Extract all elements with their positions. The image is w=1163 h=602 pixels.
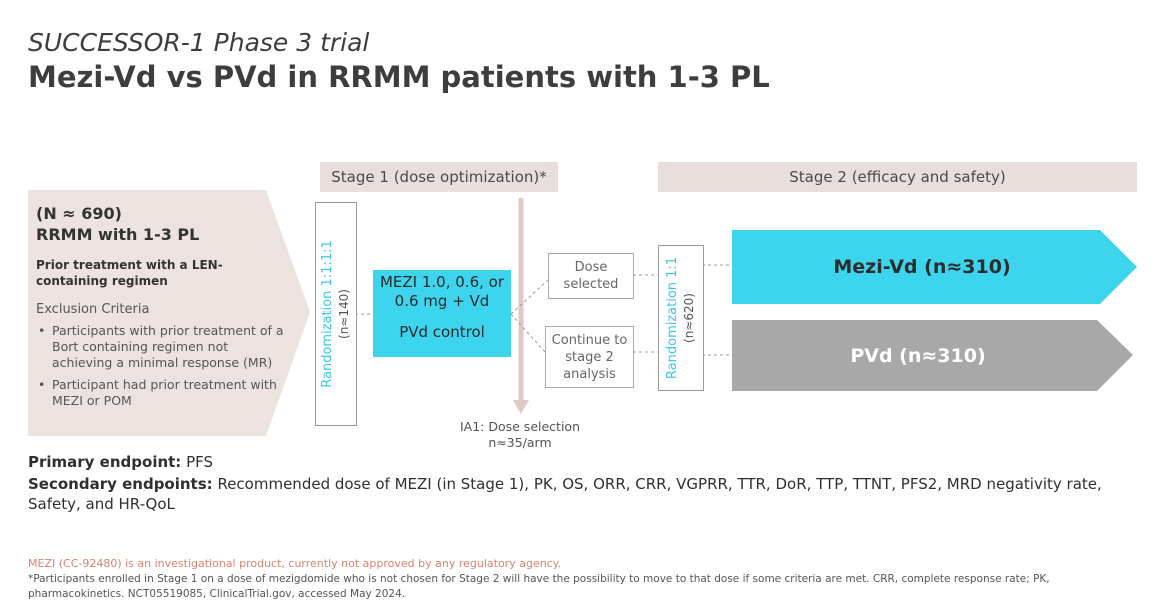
stage1-arms-box [373,270,511,357]
primary-endpoint [28,452,1138,472]
continue-stage2-box: Continue to stage 2 analysis [545,326,634,388]
stage1-header: Stage 1 (dose optimization)* [320,162,558,192]
endpoints-block [28,452,1138,514]
randomization-2-box [658,245,704,391]
secondary-endpoints-value: Recommended dose of MEZI (in Stage 1), PK, OS, ORR, CRR, VGPRR, TTR, DoR, TTP, TTNT, PFS2, MRD negativity rate, Safety, and HR-QoL [28,475,1102,513]
ia1-line-1: IA1: Dose selection [459,419,580,434]
randomization-1-n: (n≈140) [337,289,351,339]
exclusion-item-2 [36,377,288,409]
dose-selected-box: Dose selected [548,253,634,299]
randomization-2-n: (n≈620) [682,293,696,343]
randomization-1-label: Randomization 1:1:1:1 [320,240,335,388]
bullet-icon: • [38,323,46,338]
timeline-arrowhead [513,400,529,414]
exclusion-text-2: Participant had prior treatment with MEZI or POM [52,377,277,408]
secondary-endpoints [28,474,1138,514]
population-disease: RRMM with 1-3 PL [36,225,200,244]
population-n: (N ≈ 690) [36,204,122,223]
mezi-vd-arm-label: Mezi-Vd (n≈310) [833,256,1011,278]
exclusion-title: Exclusion Criteria [36,302,150,317]
population-panel [36,203,286,409]
population-prior-treatment: Prior treatment with a LEN-containing regimen [36,258,223,288]
slide-title: Mezi-Vd vs PVd in RRMM patients with 1-3 PL [28,60,770,94]
ia1-label [440,419,600,451]
exclusion-text-1: Participants with prior treatment of a Bort containing regimen not achieving a minimal response (MR) [52,323,284,370]
primary-endpoint-label: Primary endpoint: [28,453,182,471]
slide-subtitle: SUCCESSOR-1 Phase 3 trial [28,28,370,57]
randomization-2-label: Randomization 1:1 [665,256,680,380]
randomization-1-text [320,240,352,387]
pvd-arm-label: PVd (n≈310) [850,344,986,367]
randomization-2-text [665,257,697,379]
footnote: *Participants enrolled in Stage 1 on a dose of mezigdomide who is not chosen for Stage 2 will have the possibility to move to that dose if some criteria are met. CRR, complete response rate; PK, pharmacokinetics. NCT05519085, ClinicalTrial.gov, accessed May 2024. [28,573,1050,600]
investigational-note: MEZI (CC-92480) is an investigational product, currently not approved by any regulatory agency. [28,557,562,570]
bullet-icon: • [38,377,46,392]
stage2-header: Stage 2 (efficacy and safety) [658,162,1137,192]
exclusion-item-1 [36,323,288,371]
stage1-pvd-control: PVd control [399,323,485,341]
ia1-line-2: n≈35/arm [488,435,552,450]
secondary-endpoints-label: Secondary endpoints: [28,475,213,493]
stage1-mezi-arm: MEZI 1.0, 0.6, or 0.6 mg + Vd [379,273,504,310]
randomization-1-box [315,202,357,426]
primary-endpoint-value: PFS [186,453,214,471]
